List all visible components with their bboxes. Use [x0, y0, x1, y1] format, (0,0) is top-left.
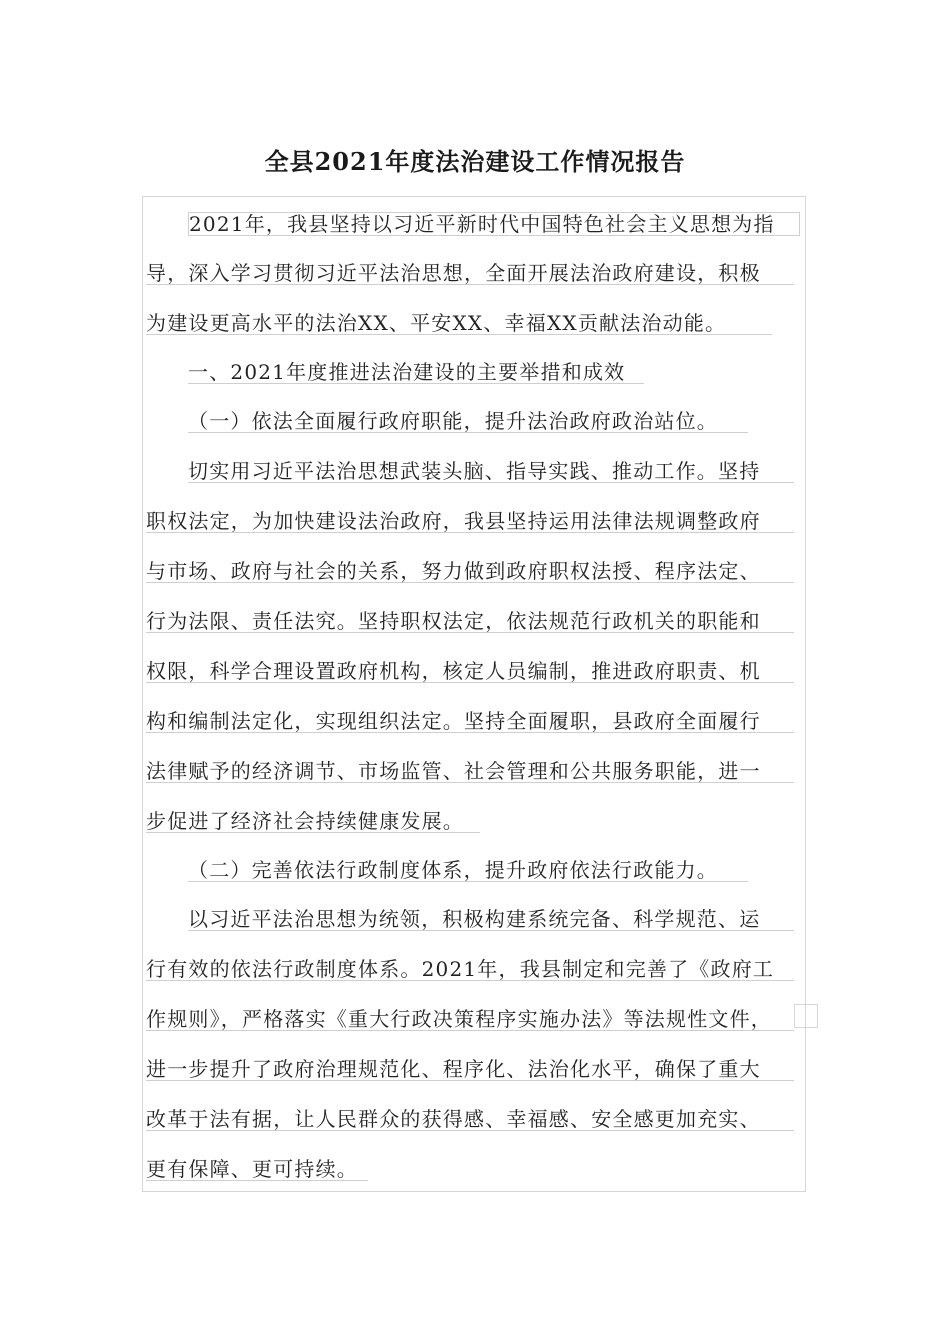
text-line-1: 2021年，我县坚持以习近平新时代中国特色社会主义思想为指 — [188, 212, 800, 236]
text-line-16: 行有效的依法行政制度体系。2021年，我县制定和完善了《政府工 — [146, 958, 794, 981]
body-frame — [142, 196, 806, 1192]
text-line-12: 法律赋予的经济调节、市场监管、社会管理和公共服务职能，进一 — [146, 760, 794, 783]
text-line-10: 权限，科学合理设置政府机构，核定人员编制，推进政府职责、机 — [146, 660, 794, 683]
text-line-8: 与市场、政府与社会的关系，努力做到政府职权法授、程序法定、 — [146, 560, 794, 583]
text-line-2: 导，深入学习贯彻习近平法治思想，全面开展法治政府建设，积极 — [146, 262, 794, 285]
section-heading-1: 一、2021年度推进法治建设的主要举措和成效 — [188, 361, 644, 384]
text-line-11: 构和编制法定化，实现组织法定。坚持全面履职，县政府全面履行 — [146, 710, 794, 733]
text-line-20: 更有保障、更可持续。 — [146, 1158, 368, 1181]
text-line-6: 切实用习近平法治思想武装头脑、指导实践、推动工作。坚持 — [188, 460, 794, 483]
text-line-7: 职权法定，为加快建设法治政府，我县坚持运用法律法规调整政府 — [146, 510, 794, 533]
text-line-13: 步促进了经济社会持续健康发展。 — [146, 810, 480, 833]
subsection-heading-2: （二）完善依法行政制度体系，提升政府依法行政能力。 — [188, 859, 748, 882]
text-line-19: 改革于法有据，让人民群众的获得感、幸福感、安全感更加充实、 — [146, 1108, 794, 1131]
text-line-18: 进一步提升了政府治理规范化、程序化、法治化水平，确保了重大 — [146, 1058, 794, 1081]
text-line-9: 行为法限、责任法究。坚持职权法定，依法规范行政机关的职能和 — [146, 610, 794, 633]
text-line-3: 为建设更高水平的法治XX、平安XX、幸福XX贡献法治动能。 — [146, 312, 772, 335]
subsection-heading-1: （一）依法全面履行政府职能，提升法治政府政治站位。 — [188, 410, 748, 433]
text-line-17: 作规则》，严格落实《重大行政决策程序实施办法》等法规性文件， — [146, 1008, 794, 1031]
page-title: 全县2021年度法治建设工作情况报告 — [264, 147, 686, 176]
overflow-marker — [794, 1004, 818, 1028]
text-line-15: 以习近平法治思想为统领，积极构建系统完备、科学规范、运 — [188, 908, 794, 931]
